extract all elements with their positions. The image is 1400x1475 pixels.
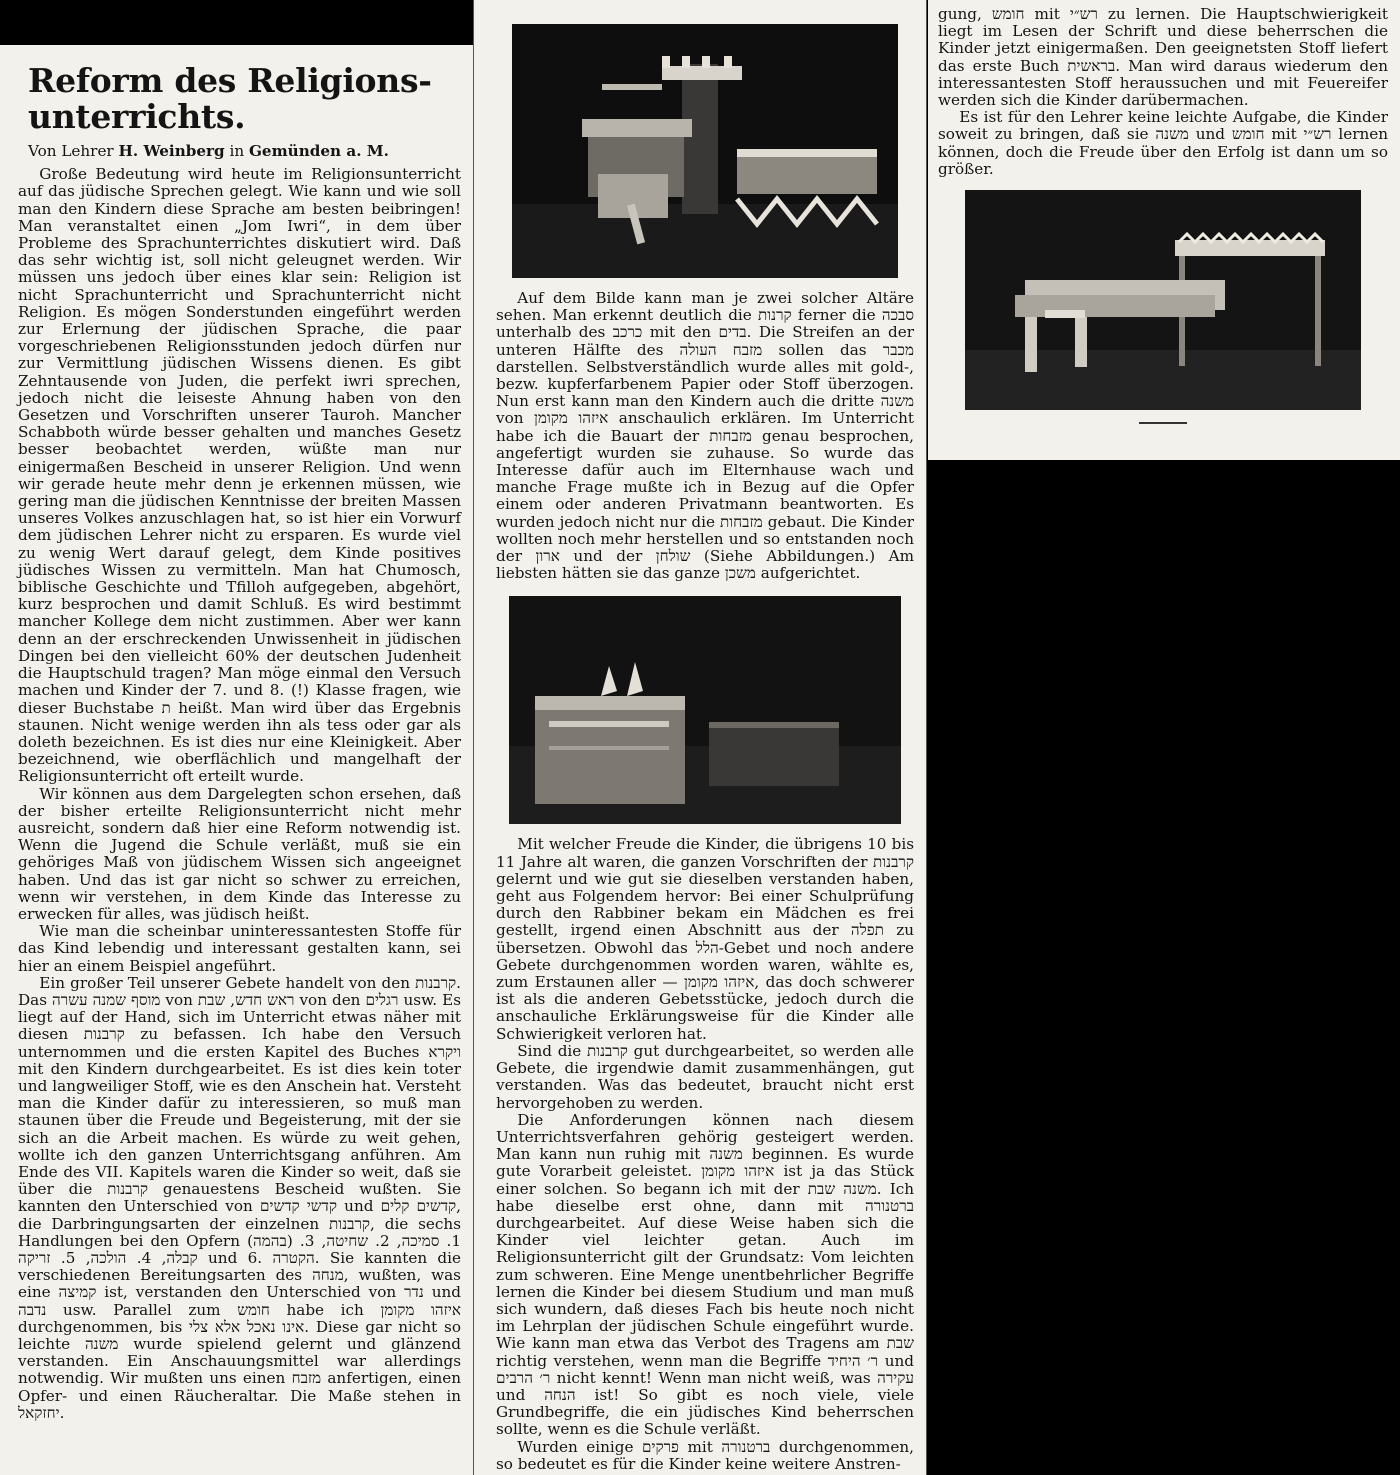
byline-place: Gemünden a. M.: [248, 142, 389, 160]
paragraph: Große Bedeutung wird heute im Religionsunterricht auf das jüdische Sprechen gelegt. Wie kann und wie soll man den Kindern diese Sprache am besten beibringen! Man veranstaltet einen „Jom Iwri“, in dem über Probleme des Sprachunterrichtes diskutiert wird. Daß das sehr wichtig ist, soll nicht geleugnet werden. Wir müssen uns jedoch über eines klar sein: Religion ist nicht Sprachunterricht und Sprachunterricht nicht Religion. Es mögen Sonderstunden eingeführt werden zur Erlernung der jüdischen Sprache, die paar vorgeschriebenen Religionsstunden jedoch dürfen nur zur Vermittlung jüdischen Wissens dienen. Es gibt Zehntausende von Juden, die perfekt iwri sprechen, jedoch nicht die leiseste Ahnung haben von den Gesetzen und Vorschriften unserer Tauroh. Mancher Schabboth würde besser gehalten und manches Gesetz besser beobachtet werden, wüßte man nur einigermaßen Bescheid in unserer Religion. Und wenn wir gerade heute mehr denn je erkennen müssen, wie gering man die jüdischen Kenntnisse der breiten Massen unseres Volkes anzuschlagen hat, so ist hier ein Vorwurf dem jüdischen Lehrer nicht zu ersparen. Es wurde viel zu wenig Wert darauf gelegt, dem Kinde positives jüdisches Wissen zu vermitteln. Man hat Chumosch, biblische Geschichte und Tfilloh aufgegeben, abgehört, kurz besprochen und damit Schluß. Es wird bestimmt mancher Kollege dem nicht zustimmen. Aber wer kann denn an der erschreckenden Unwissenheit in jüdischen Dingen bei den vielleicht 60% der deutschen Judenheit die Hauptschuld tragen? Man möge einmal den Versuch machen und Kinder der 7. und 8. (!) Klasse fragen, wie dieser Buchstabe ת heißt. Man wird über das Ergebnis staunen. Nicht wenige werden ihn als tess oder gar als doleth bezeichnen. Es ist dies nur eine Kleinigkeit. Aber bezeichnend, wie oberflächlich und mangelhaft der Religionsunterricht oft erteilt wurde.: [18, 165, 462, 786]
column-divider: [473, 0, 474, 1475]
paragraph: Wie man die scheinbar uninteressantesten Stoffe für das Kind lebendig und interessant gestalten kann, sei hier an einem Beispiel angeführt.: [18, 922, 461, 975]
paragraph: gung, חומש mit רש״י zu lernen. Die Hauptschwierigkeit liegt im Lesen der Schrift und diese beherrschen die Kinder jetzt einigermaßen. Den geeignetsten Stoff liefert das erste Buch בראשית. Man wird daraus wiederum den interessantesten Stoff heraussuchen und mit Feuereifer werden sich die Kinder darübermachen.: [938, 5, 1388, 110]
article-column-2: [474, 0, 926, 1475]
article-column-1: [0, 45, 473, 1475]
paragraph: Ein großer Teil unserer Gebete handelt von den קרבנות. Das מוסף שמנה עשרה von ראש חדש, שבת von den רגלים usw. Es liegt auf der Hand, sich im Unterricht etwas näher mit diesen קרבנות zu befassen. Ich habe den Versuch unternommen und die ersten Kapitel des Buches ויקרא mit den Kindern durchgearbeitet. Es ist dies kein toter und langweiliger Stoff, wie es den Anschein hat. Versteht man die Kinder dafür zu interessieren, so muß man staunen über die Freude und Begeisterung, mit der sie sich an die Arbeit machen. Es würde zu weit gehen, wollte ich den ganzen Unterrichtsgang anführen. Am Ende des VII. Kapitels waren die Kinder so weit, daß sie über die קרבנות genauestens Bescheid wußten. Sie kannten den Unterschied von קדשי קדשים und קדשים קלים, die Darbringungsarten der einzelnen קרבנות, die sechs Handlungen bei den Opfern (בהמה) 1. סמיכה, 2. שחיטה, 3. קבלה, 4. הולכה, 5. זריקה und 6. הקטרה. Sie kannten die verschiedenen Bereitungsarten des מנחה, wußten, was eine קמיצה ist, verstanden den Unterschied von נדר und נדבה usw. Parallel zum חומש habe ich איזהו מקומן durchgenommen, bis אינו נאכל אלא צלי. Diese gar nicht so leichte משנה wurde spielend gelernt und glänzend verstanden. Ein Anschauungsmittel war allerdings notwendig. Wir mußten uns einen מזבח anfertigen, einen Opfer- und einen Räucheraltar. Die Maße stehen in יחזקאל.: [18, 973, 461, 1422]
column-divider: [926, 0, 927, 1475]
paragraph: Mit welcher Freude die Kinder, die übrigens 10 bis 11 Jahre alt waren, die ganzen Vorschriften der קרבנות gelernt und wie gut sie dieselben verstanden haben, geht aus Folgendem hervor: Bei einer Schulprüfung durch den Rabbiner bekam ein Mädchen es frei gestellt, irgend einen Abschnitt aus der תפלה zu übersetzen. Obwohl das הלל-Gebet und noch andere Gebete durchgenommen worden waren, wählte es, zum Erstaunen aller — איזהו מקומן, das doch schwerer ist als die anderen Gebetsstücke, jedoch durch die anschauliche Erklärungsweise für die Kinder alle Schwierigkeit verloren hat.: [496, 835, 915, 1043]
byline-author: H. Weinberg: [118, 142, 225, 160]
paragraph: Es ist für den Lehrer keine leichte Aufgabe, die Kinder soweit zu bringen, daß sie משנה und חומש mit רש״י lernen können, doch die Freude über den Erfolg ist dann um so größer.: [938, 108, 1389, 178]
paragraph: Sind die קרבנות gut durchgearbeitet, so werden alle Gebete, die irgendwie damit zusammenhängen, gut verstanden. Was das bedeutet, braucht nicht erst hervorgehoben zu werden.: [496, 1041, 914, 1112]
paragraph: Wurden einige פרקים mit ברטנורה durchgenommen, so bedeutet es für die Kinder keine weitere Anstren-: [496, 1437, 914, 1473]
end-rule: [1139, 422, 1187, 424]
paragraph: Die Anforderungen können nach diesem Unterrichtsverfahren gehörig gesteigert werden. Man kann nun ruhig mit משנה beginnen. Es wurde gute Vorarbeit geleistet. איזהו מקומן ist ja das Stück einer solchen. So begann ich mit der משנה שבת. Ich habe dieselbe erst ohne, dann mit ברטנורה durchgearbeitet. Auf diese Weise haben sich die Kinder viel leichter getan. Auch im Religionsunterricht gilt der Grundsatz: Vom leichten zum schweren. Eine Menge unentbehrlicher Begriffe lernen die Kinder bei diesem Studium und man muß sich wundern, daß dieses Fach bis heute noch nicht im Lehrplan der jüdischen Schule eingeführt wurde. Wie kann man etwa das Verbot des Tragens am שבת richtig verstehen, wenn man die Begriffe ר׳ היחיד und ר׳ הרבים nicht kennt! Wenn man nicht weiß, was עקירה und הנחה ist! So gibt es noch viele, viele Grundbegriffe, die ein jüdisches Kind beherrschen sollte, wenn es die Schule verläßt.: [496, 1110, 914, 1439]
byline: [28, 143, 461, 160]
photo-incense-altar: [509, 596, 901, 824]
article-column-3: [928, 0, 1400, 460]
photo-table-and-ark: [965, 190, 1361, 410]
photo-altars: [512, 24, 898, 278]
paragraph: Wir können aus dem Dargelegten schon ersehen, daß der bisher erteilte Religionsunterricht nicht mehr ausreicht, sondern daß hier eine Reform notwendig ist. Wenn die Jugend die Schule verläßt, muß sie ein gehöriges Maß von jüdischem Wissen sich angeeignet haben. Und das ist gar nicht so schwer zu erreichen, wenn wir verstehen, in dem Kinde das Interesse zu erwecken für alles, was jüdisch heißt.: [18, 784, 461, 923]
byline-prefix: Von Lehrer: [28, 142, 114, 160]
article-title: Reform des Religions-unterrichts.: [28, 61, 432, 136]
paragraph: Auf dem Bilde kann man je zwei solcher Altäre sehen. Man erkennt deutlich die קרנות ferner die סבכה unterhalb des כרכב mit den בדים. Die Streifen an der unteren Hälfte des מזבח העולה sollen das מכבר darstellen. Selbstverständlich wurde alles mit gold-, bezw. kupferfarbenem Papier oder Stoff überzogen. Nun erst kann man den Kindern auch die dritte משנה von איזהו מקומן anschaulich erklären. Im Unterricht habe ich die Bauart der מזבחות genau besprochen, angefertigt wurden sie zuhause. So wurde das Interesse dafür auch im Elternhause wach und manche Frage mußte ich in Bezug auf die Opfer einem oder anderen Privatmann beantworten. Es wurden jedoch nicht nur die מזבחות gebaut. Die Kinder wollten noch mehr herstellen und so entstanden noch der ארון und der שולחן (Siehe Abbildungen.) Am liebsten hätten sie das ganze משכן aufgerichtet.: [496, 289, 915, 583]
byline-connector: in: [229, 142, 245, 160]
